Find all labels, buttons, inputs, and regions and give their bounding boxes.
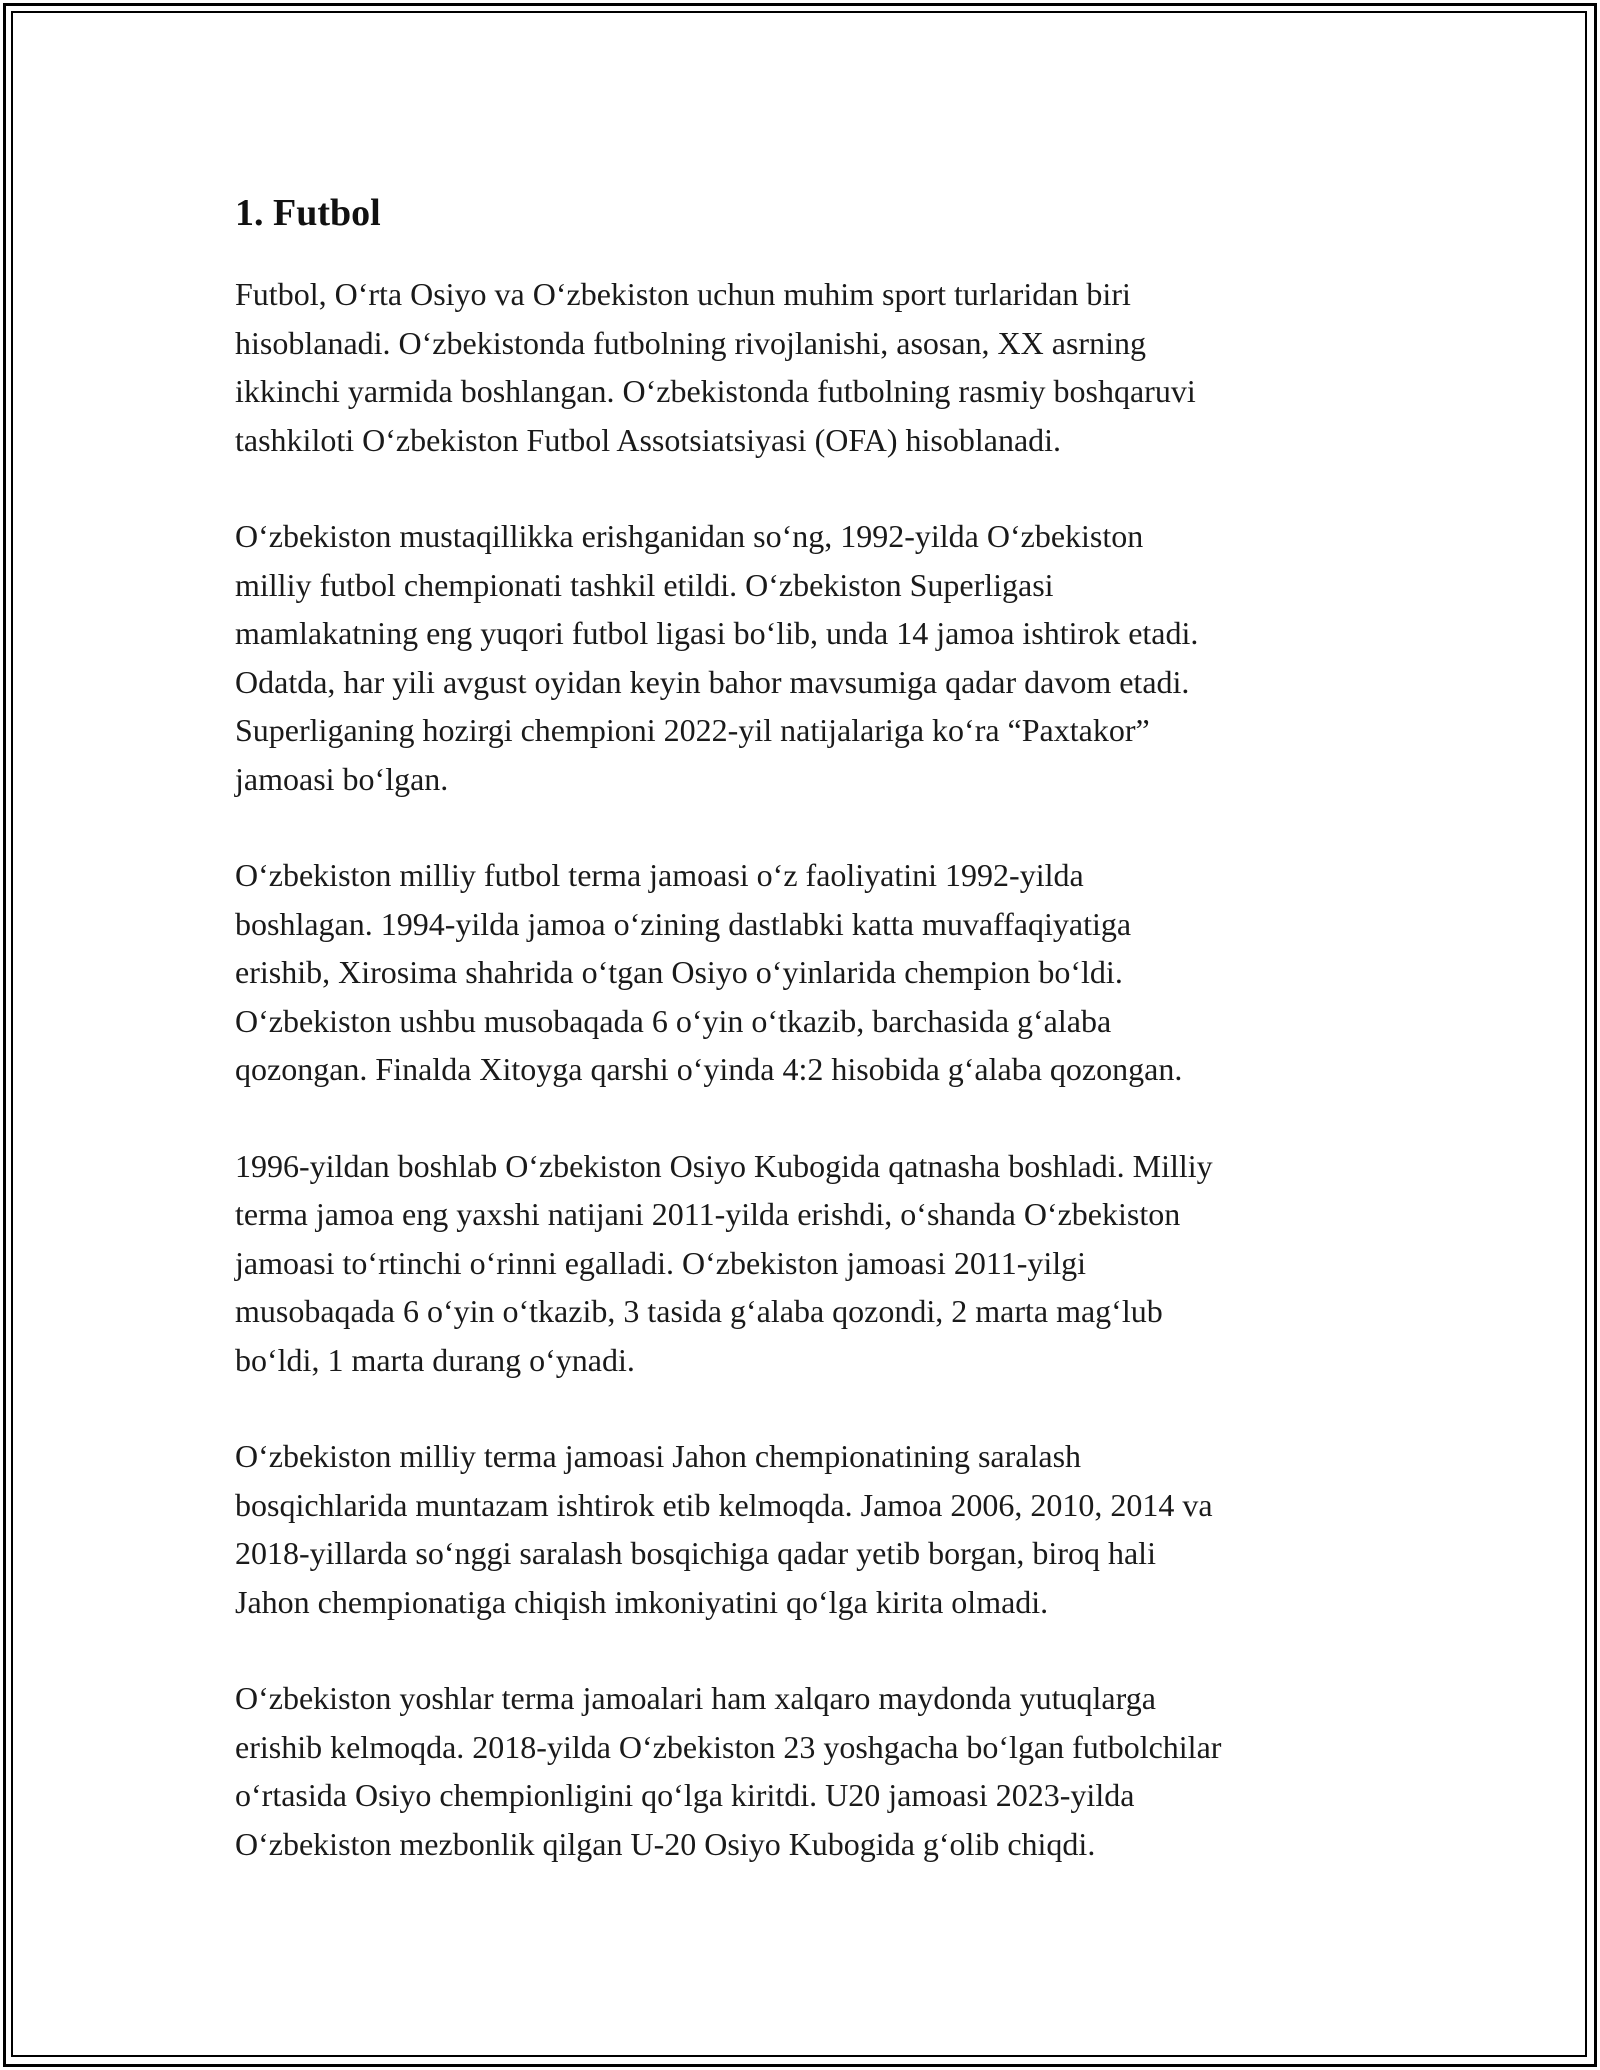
paragraph-superleague: O‘zbekiston mustaqillikka erishganidan so‘ng, 1992-yilda O‘zbekiston milliy futbol chempionati tashkil etildi. O‘zbekiston Superligasi mamlakatning eng yuqori futbol ligasi bo‘lib, unda 14 jamoa ishtirok etadi. Odatda, har yili avgust oyidan keyin bahor mavsumiga qadar davom etadi. Superliganing hozirgi chempioni 2022-yil natijalariga ko‘ra “Paxtakor” jamoasi bo‘lgan. [235,518,1199,797]
paragraph-youth-teams: O‘zbekiston yoshlar terma jamoalari ham xalqaro maydonda yutuqlarga erishib kelmoqda. 2018-yilda O‘zbekiston 23 yoshgacha bo‘lgan futbolchilar o‘rtasida Osiyo chempionligini qo‘lga kiritdi. U20 jamoasi 2023-yilda O‘zbekiston mezbonlik qilgan U-20 Osiyo Kubogida g‘olib chiqdi. [235,1680,1222,1862]
section-heading: 1. Futbol [235,192,381,234]
document-body [235,186,1375,1916]
paragraph-intro: Futbol, O‘rta Osiyo va O‘zbekiston uchun muhim sport turlaridan biri hisoblanadi. O‘zbekistonda futbolning rivojlanishi, asosan, XX asrning ikkinchi yarmida boshlangan. O‘zbekistonda futbolning rasmiy boshqaruvi tashkiloti O‘zbekiston Futbol Assotsiatsiyasi (OFA) hisoblanadi. [235,276,1196,458]
paragraph-asian-cup: 1996-yildan boshlab O‘zbekiston Osiyo Kubogida qatnasha boshladi. Milliy terma jamoa eng yaxshi natijani 2011-yilda erishdi, o‘shanda O‘zbekiston jamoasi to‘rtinchi o‘rinni egalladi. O‘zbekiston jamoasi 2011-yilgi musobaqada 6 o‘yin o‘tkazib, 3 tasida g‘alaba qozondi, 2 marta mag‘lub bo‘ldi, 1 marta durang o‘ynadi. [235,1147,1213,1378]
paragraph-world-cup-qualifiers: O‘zbekiston milliy terma jamoasi Jahon chempionatining saralash bosqichlarida muntazam ishtirok etib kelmoqda. Jamoa 2006, 2010, 2014 va 2018-yillarda so‘nggi saralash bosqichiga qadar yetib borgan, biroq hali Jahon chempionatiga chiqish imkoniyatini qo‘lga kirita olmadi. [235,1438,1213,1620]
paragraph-national-team-history: O‘zbekiston milliy futbol terma jamoasi o‘z faoliyatini 1992-yilda boshlagan. 1994-yilda jamoa o‘zining dastlabki katta muvaffaqiyatiga erishib, Xirosima shahrida o‘tgan Osiyo o‘yinlarida chempion bo‘ldi. O‘zbekiston ushbu musobaqada 6 o‘yin o‘tkazib, barchasida g‘alaba qozongan. Finalda Xitoyga qarshi o‘yinda 4:2 hisobida g‘alaba qozongan. [235,857,1183,1087]
